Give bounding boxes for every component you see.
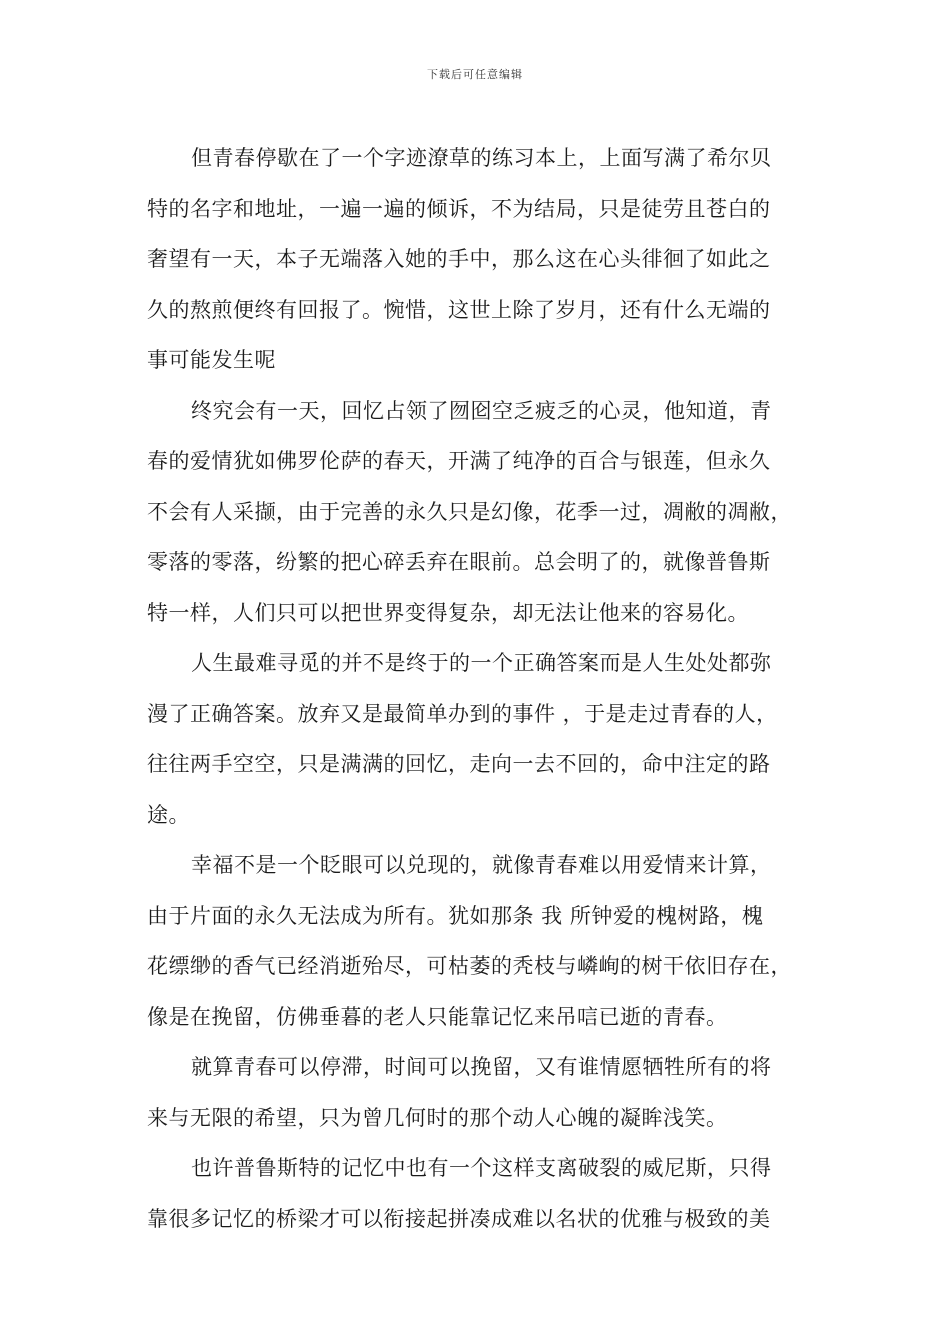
text-line: 由于片面的永久无法成为所有。犹如那条 我 所钟爱的槐树路，槐 [147, 903, 764, 928]
text-line: 也许普鲁斯特的记忆中也有一个这样支离破裂的威尼斯，只得 [191, 1156, 772, 1180]
text-line: 花缥缈的香气已经消逝殆尽，可枯萎的秃枝与嶙峋的树干依旧存在， [147, 954, 792, 978]
text-line: 特一样，人们只可以把世界变得复杂，却无法让他来的容易化。 [147, 600, 749, 625]
paragraph-5 [147, 1042, 815, 1143]
paragraph-3 [147, 638, 815, 840]
text-line: 往往两手空空，只是满满的回忆，走向一去不回的，命中注定的路 [147, 752, 771, 776]
text-line: 就算青春可以停滞，时间可以挽留，又有谁情愿牺牲所有的将 [191, 1055, 772, 1079]
text-line: 事可能发生呢 [147, 348, 276, 372]
paragraph-1 [147, 133, 815, 386]
text-line: 途。 [147, 802, 190, 827]
text-line: 零落的零落，纷繁的把心碎丢弃在眼前。总会明了的，就像普鲁斯 [147, 550, 771, 574]
page-header: 下载后可任意编辑 [427, 68, 523, 81]
text-line: 久的熬煎便终有回报了。惋惜，这世上除了岁月，还有什么无端的 [147, 297, 771, 322]
text-line: 但青春停歇在了一个字迹潦草的练习本上，上面写满了希尔贝 [191, 146, 772, 170]
paragraph-4 [147, 840, 815, 1042]
text-line: 靠很多记忆的桥梁才可以衔接起拼凑成难以名状的优雅与极致的美 [147, 1206, 771, 1231]
text-line: 终究会有一天，回忆占领了囫囵空乏疲乏的心灵，他知道，青 [191, 398, 772, 423]
text-line: 像是在挽留，仿佛垂暮的老人只能靠记忆来吊唁已逝的青春。 [147, 1004, 728, 1029]
document-body [147, 133, 815, 1244]
text-line: 春的爱情犹如佛罗伦萨的春天，开满了纯净的百合与银莲，但永久 [147, 449, 771, 473]
text-line: 不会有人采撷，由于完善的永久只是幻像，花季一过，凋敝的凋敝， [147, 499, 792, 524]
text-line: 来与无限的希望，只为曾几何时的那个动人心魄的凝眸浅笑。 [147, 1105, 728, 1130]
text-line: 幸福不是一个眨眼可以兑现的，就像青春难以用爱情来计算， [191, 853, 772, 877]
text-line: 奢望有一天，本子无端落入她的手中，那么这在心头徘徊了如此之 [147, 247, 771, 271]
text-line: 特的名字和地址，一遍一遍的倾诉，不为结局，只是徒劳且苍白的 [147, 196, 771, 221]
text-line: 人生最难寻觅的并不是终于的一个正确答案而是人生处处都弥 [191, 651, 772, 675]
paragraph-2 [147, 386, 815, 639]
text-line: 漫了正确答案。放弃又是最简单办到的事件 ，于是走过青春的人， [147, 701, 778, 726]
paragraph-6 [147, 1143, 815, 1244]
